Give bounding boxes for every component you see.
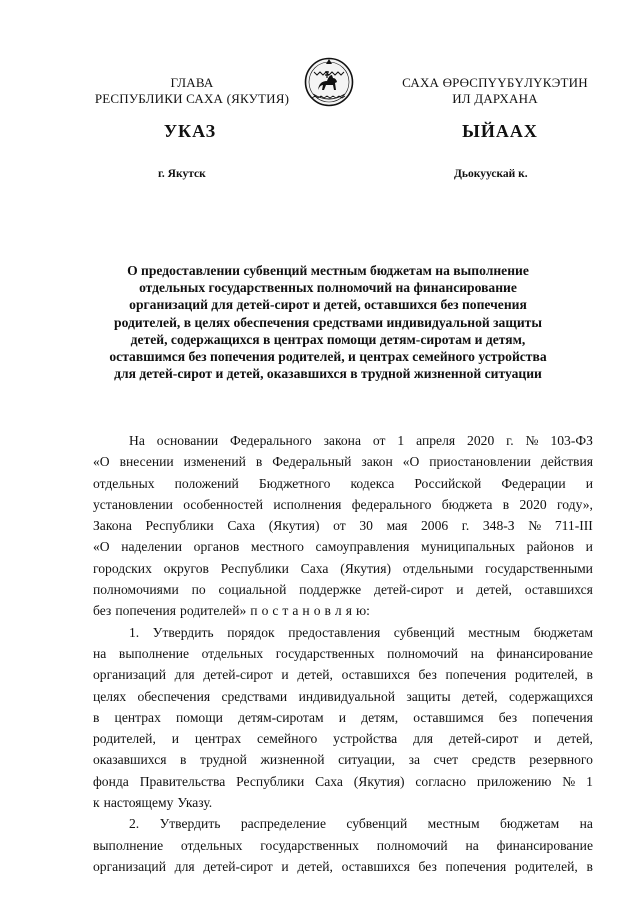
word: согласно — [415, 773, 467, 789]
word: городских — [93, 560, 152, 576]
body-line — [93, 707, 593, 728]
word: в — [180, 752, 187, 768]
word: и — [281, 667, 289, 683]
coat-of-arms-icon — [304, 56, 354, 110]
word: Республики — [236, 773, 305, 789]
word: № — [525, 433, 539, 448]
word: закон — [361, 454, 393, 470]
body-line — [93, 515, 593, 536]
word: выполнение — [118, 645, 190, 661]
word: государственных — [275, 645, 375, 661]
body-line — [93, 856, 593, 877]
word: 1. — [129, 624, 140, 640]
header-right-line-2: ИЛ ДАРХАНА — [452, 91, 538, 106]
word: 30 — [359, 518, 373, 534]
word: а — [292, 603, 299, 619]
word: отдельными — [402, 560, 474, 576]
word: в — [502, 496, 510, 512]
word: (Якутия) — [340, 560, 391, 576]
word: самоуправления — [315, 539, 410, 555]
word: Саха — [315, 773, 343, 789]
word: финансирование — [496, 837, 593, 853]
word: центрах — [194, 731, 242, 747]
decree-body — [93, 430, 593, 877]
word: федерального — [351, 496, 432, 512]
body-line — [93, 558, 593, 579]
word: в — [93, 709, 100, 725]
word: особенностей — [183, 496, 263, 512]
word: 2020 — [467, 433, 495, 448]
title-line: детей, содержащихся в центрах помощи детям-сиротам и детям, — [130, 331, 526, 347]
header-right-line-1: САХА ӨРӨСПҮҮБҮЛҮКЭТИН — [402, 75, 588, 90]
word: 2. — [129, 816, 140, 832]
word: г. — [461, 518, 470, 534]
word: исполнения — [273, 496, 342, 512]
body-line — [93, 749, 593, 770]
word: Республики — [220, 560, 289, 576]
word: поддержке — [299, 582, 362, 598]
word: полномочиями — [93, 582, 179, 598]
word: детей, — [557, 731, 593, 747]
word: государственными — [485, 560, 593, 576]
word: Российской — [414, 475, 482, 491]
word: о — [313, 603, 321, 619]
body-line — [93, 835, 593, 856]
word: без — [93, 603, 112, 619]
word: бюджетам — [533, 624, 593, 640]
word: родителей» — [180, 603, 247, 619]
word: родителей, — [514, 667, 578, 683]
header-left — [84, 75, 300, 107]
word: для — [174, 667, 195, 683]
word: положений — [174, 475, 239, 491]
word: распределение — [240, 816, 326, 832]
body-line — [93, 686, 593, 707]
word: местного — [250, 539, 304, 555]
word: н — [302, 603, 310, 619]
body-line — [93, 792, 593, 813]
word: Правительства — [139, 773, 226, 789]
word: На — [129, 433, 145, 448]
word: детям, — [361, 709, 399, 725]
word: № — [528, 518, 542, 534]
word: о — [261, 603, 269, 619]
word: защиты — [406, 688, 451, 704]
word: л — [334, 603, 342, 619]
word: по — [191, 582, 206, 598]
word: порядок — [227, 624, 275, 640]
word: п — [250, 603, 258, 619]
word: счет — [433, 752, 459, 768]
word: к — [93, 795, 100, 811]
word: отдельных — [180, 837, 243, 853]
word: оставшихся — [341, 667, 410, 683]
word: 348-З — [482, 518, 515, 534]
word: резервного — [529, 752, 593, 768]
word: средствами — [221, 688, 288, 704]
word: для — [174, 858, 195, 874]
word: детей-сирот — [374, 582, 444, 598]
word: г. — [506, 433, 514, 448]
word: 1 — [397, 433, 405, 448]
word: попечения — [115, 603, 177, 619]
word: оставшихся — [341, 858, 410, 874]
word: оказавшихся — [93, 752, 167, 768]
word: от — [372, 433, 386, 448]
word: местным — [427, 816, 480, 832]
word: (Якутия) — [268, 518, 320, 534]
word: оставшихся — [524, 582, 593, 598]
word: т — [282, 603, 289, 619]
word: без — [418, 667, 437, 683]
word: предоставления — [288, 624, 381, 640]
word: Саха — [227, 518, 256, 534]
word: 1 — [586, 773, 593, 789]
word: детей, — [297, 667, 333, 683]
word: трудной — [200, 752, 247, 768]
word: Саха — [300, 560, 329, 576]
word: и — [171, 731, 179, 747]
word: «О — [93, 539, 110, 555]
word: выполнение — [93, 837, 164, 853]
header-left-line-2: РЕСПУБЛИКИ САХА (ЯКУТИЯ) — [94, 91, 290, 106]
word: индивидуальной — [298, 688, 396, 704]
word: я — [345, 603, 352, 619]
word: внесении — [119, 454, 174, 470]
word: приложению — [476, 773, 552, 789]
word: Утвердить — [152, 624, 214, 640]
word: организаций — [93, 667, 166, 683]
title-line: организаций для детей-сирот и детей, оставшихся без попечения — [129, 297, 527, 313]
body-line — [93, 536, 593, 557]
word: для — [413, 731, 434, 747]
word: помощи — [176, 709, 223, 725]
word: в — [324, 603, 331, 619]
word: организаций — [93, 858, 166, 874]
word: финансирование — [496, 645, 593, 661]
title-line: оставшимся без попечения родителей, и центрах семейного устройства — [109, 349, 547, 365]
word: фонда — [93, 773, 129, 789]
word: целях — [93, 688, 127, 704]
title-line: О предоставлении субвенций местным бюджетам на выполнение — [127, 263, 529, 278]
word: Федерального — [230, 433, 312, 448]
word: социальной — [218, 582, 287, 598]
word: полномочий — [376, 837, 448, 853]
word: субвенций — [393, 624, 455, 640]
word: без — [418, 858, 437, 874]
word: семейного — [257, 731, 318, 747]
word: ситуации, — [338, 752, 396, 768]
word: 2006 — [420, 518, 449, 534]
city-sakha: Дьокуускай к. — [454, 168, 528, 180]
word: субвенций — [346, 816, 408, 832]
body-line — [93, 728, 593, 749]
word: центрах — [114, 709, 161, 725]
word: детей, — [297, 858, 333, 874]
word: полномочий — [387, 645, 459, 661]
word: на — [470, 645, 484, 661]
word: в — [586, 667, 593, 683]
body-line — [93, 664, 593, 685]
title-line: родителей, в целях обеспечения средствами индивидуальной защиты — [114, 314, 542, 330]
word: «О — [402, 454, 420, 470]
word: Федеральный — [272, 454, 352, 470]
word: на — [465, 837, 479, 853]
word: и — [338, 709, 347, 725]
word: апреля — [416, 433, 456, 448]
word: местным — [468, 624, 521, 640]
document-type-sakha: ЫЙААХ — [462, 121, 538, 141]
word: основании — [156, 433, 219, 448]
body-line — [93, 813, 593, 834]
word: установлении — [93, 496, 173, 512]
word: и — [585, 475, 593, 491]
word: попечения — [445, 667, 507, 683]
word: детям-сиротам — [238, 709, 324, 725]
word: детей-сирот — [203, 858, 273, 874]
word: средств — [471, 752, 516, 768]
word: на — [93, 645, 107, 661]
word: изменений — [183, 454, 246, 470]
word: настоящему — [103, 795, 174, 811]
word: в — [255, 454, 263, 470]
body-line — [93, 622, 593, 643]
word: от — [333, 518, 346, 534]
body-line — [93, 494, 593, 515]
word: жизненной — [260, 752, 325, 768]
word: районов — [526, 539, 575, 555]
word: без — [498, 709, 518, 725]
word: Федерации — [501, 475, 566, 491]
word: Бюджетного — [258, 475, 331, 491]
word: кодекса — [350, 475, 395, 491]
body-line — [93, 600, 593, 621]
word: отдельных — [201, 645, 264, 661]
title-line: для детей-сирот и детей, оказавшихся в трудной жизненной ситуации — [114, 366, 542, 382]
word: Утвердить — [159, 816, 221, 832]
document-type-ru: УКАЗ — [163, 121, 217, 141]
word: бюджета — [441, 496, 493, 512]
word: мая — [386, 518, 408, 534]
word: «О — [93, 454, 110, 470]
body-line — [93, 451, 593, 472]
word: устройства — [333, 731, 398, 747]
word: в — [586, 858, 593, 874]
body-line — [93, 430, 593, 451]
word: наделении — [121, 539, 183, 555]
word: с — [272, 603, 279, 619]
word: действия — [540, 454, 593, 470]
title-line: отдельных государственных полномочий на финансирование — [139, 280, 517, 296]
word: государственных — [260, 837, 359, 853]
word: муниципальных — [420, 539, 516, 555]
word: детей-сирот — [448, 731, 519, 747]
body-line — [93, 771, 593, 792]
word: и — [281, 858, 289, 874]
city-ru: г. Якутск — [158, 168, 206, 180]
header-left-line-1: ГЛАВА — [170, 75, 214, 90]
word: № — [562, 773, 576, 789]
word: и — [585, 539, 593, 555]
word: отдельных — [93, 475, 155, 491]
word: 103-ФЗ — [550, 433, 593, 448]
word: на — [579, 816, 593, 832]
word: 2020 — [519, 496, 547, 512]
word: Республики — [145, 518, 214, 534]
body-line — [93, 579, 593, 600]
word: обеспечения — [137, 688, 211, 704]
body-line — [93, 643, 593, 664]
word: ю: — [355, 603, 370, 619]
word: закона — [323, 433, 361, 448]
header-right — [390, 75, 600, 107]
word: за — [408, 752, 420, 768]
decree-title — [108, 262, 548, 382]
word: Закона — [93, 518, 132, 534]
word: округов — [163, 560, 209, 576]
word: родителей, — [514, 858, 578, 874]
word: и — [456, 582, 464, 598]
word: оставшимся — [413, 709, 484, 725]
word: детей, — [461, 688, 498, 704]
word: детей-сирот — [203, 667, 273, 683]
word: родителей, — [93, 731, 156, 747]
word: году», — [557, 496, 593, 512]
word: 711-III — [554, 518, 593, 534]
word: органов — [193, 539, 240, 555]
word: попечения — [445, 858, 507, 874]
word: попечения — [532, 709, 593, 725]
word: содержащихся — [508, 688, 593, 704]
body-line — [93, 473, 593, 494]
word: приостановлении — [429, 454, 531, 470]
word: бюджетам — [499, 816, 560, 832]
word: Указу. — [177, 795, 213, 811]
word: (Якутия) — [353, 773, 405, 789]
word: детей, — [476, 582, 512, 598]
word: и — [534, 731, 542, 747]
